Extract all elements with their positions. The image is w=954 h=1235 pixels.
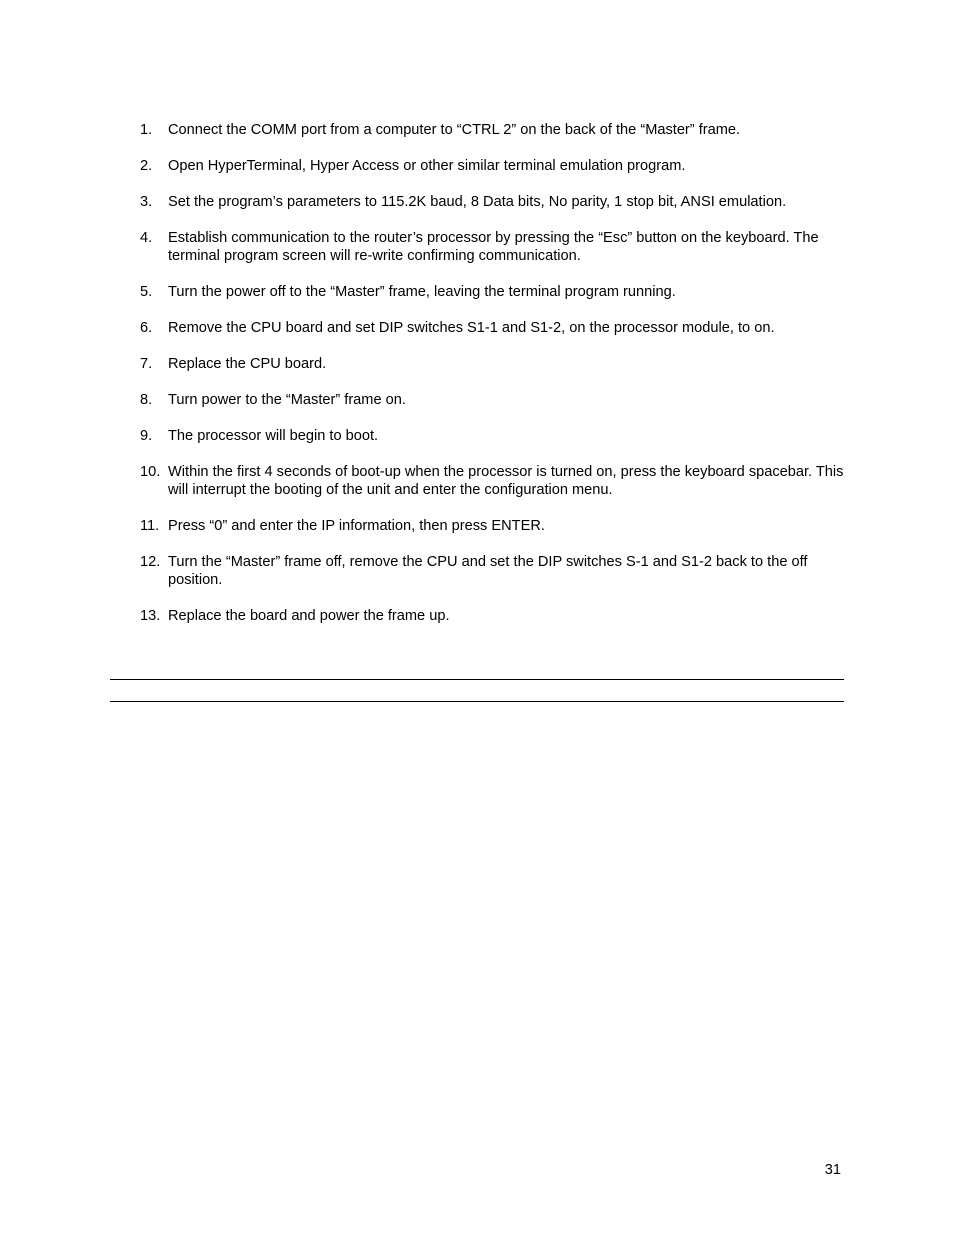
list-item xyxy=(110,319,844,337)
list-item xyxy=(110,517,844,535)
list-item xyxy=(110,229,844,265)
list-item xyxy=(110,157,844,175)
step-text: The processor will begin to boot. xyxy=(168,428,379,444)
list-item xyxy=(110,427,844,445)
step-number: 6. xyxy=(140,320,153,336)
step-text: Connect the COMM port from a computer to “CTRL 2” on the back of the “Master” frame. xyxy=(168,122,741,138)
step-number: 5. xyxy=(140,284,153,300)
list-item xyxy=(110,193,844,211)
step-text: Turn power to the “Master” frame on. xyxy=(168,392,406,408)
step-number: 3. xyxy=(140,194,153,210)
step-text: Establish communication to the router’s processor by pressing the “Esc” button on the keyboard. The terminal program screen will re-write confirming communication. xyxy=(168,230,819,264)
list-item xyxy=(110,355,844,373)
step-number: 13. xyxy=(140,608,161,624)
step-text: Turn the power off to the “Master” frame, leaving the terminal program running. xyxy=(168,284,676,300)
step-number: 2. xyxy=(140,158,153,174)
step-number: 11. xyxy=(140,518,160,534)
divider-line-bottom xyxy=(110,701,844,702)
procedure-steps-list xyxy=(110,121,844,643)
step-number: 1. xyxy=(140,122,153,138)
step-number: 12. xyxy=(140,554,161,570)
list-item xyxy=(110,463,844,499)
divider-line-top xyxy=(110,679,844,680)
step-number: 10. xyxy=(140,464,161,480)
step-text: Press “0” and enter the IP information, then press ENTER. xyxy=(168,518,545,534)
step-text: Set the program’s parameters to 115.2K baud, 8 Data bits, No parity, 1 stop bit, ANSI emulation. xyxy=(168,194,787,210)
list-item xyxy=(110,283,844,301)
list-item xyxy=(110,121,844,139)
step-number: 8. xyxy=(140,392,153,408)
step-text: Turn the “Master” frame off, remove the CPU and set the DIP switches S-1 and S1-2 back to the off position. xyxy=(168,554,808,588)
list-item xyxy=(110,553,844,589)
step-text: Replace the CPU board. xyxy=(168,356,327,372)
step-number: 4. xyxy=(140,230,153,246)
list-item xyxy=(110,607,844,625)
page-number: 31 xyxy=(824,1162,841,1178)
step-text: Open HyperTerminal, Hyper Access or other similar terminal emulation program. xyxy=(168,158,686,174)
step-number: 7. xyxy=(140,356,153,372)
step-text: Within the first 4 seconds of boot-up when the processor is turned on, press the keyboard spacebar. This will interrupt the booting of the unit and enter the configuration menu. xyxy=(168,464,844,498)
step-text: Replace the board and power the frame up. xyxy=(168,608,450,624)
step-number: 9. xyxy=(140,428,153,444)
step-text: Remove the CPU board and set DIP switches S1-1 and S1-2, on the processor module, to on. xyxy=(168,320,775,336)
list-item xyxy=(110,391,844,409)
